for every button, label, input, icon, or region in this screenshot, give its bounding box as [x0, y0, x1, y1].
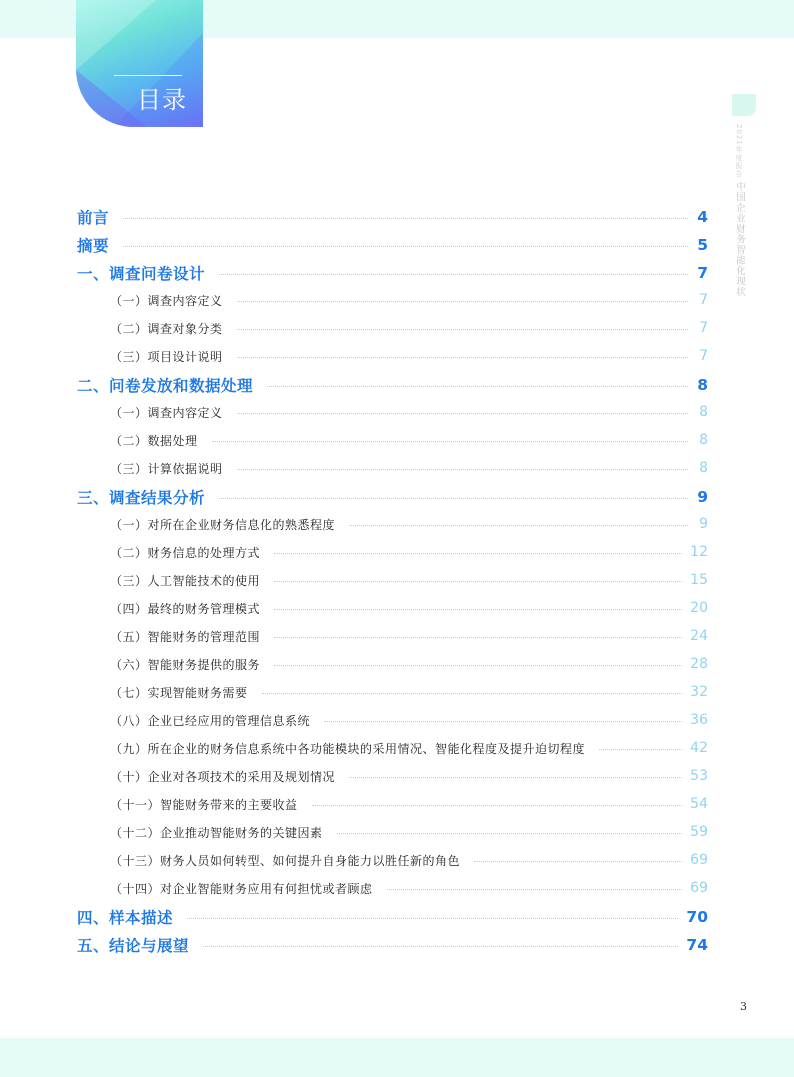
toc-entry-page: 12: [690, 544, 708, 560]
toc-entry-label: 五、结论与展望: [77, 937, 190, 955]
toc-entry-label: （十二）企业推动智能财务的关键因素: [110, 825, 323, 840]
toc-leader: [349, 777, 682, 778]
toc-leader: [123, 218, 688, 219]
toc-entry[interactable]: [77, 904, 708, 930]
toc-entry-page: 8: [699, 460, 708, 476]
toc-entry-label: 前言: [77, 209, 110, 227]
toc-leader: [237, 301, 688, 302]
toc-entry-label: （二）财务信息的处理方式: [110, 545, 261, 560]
side-caption-year: 2021年度报告: [735, 124, 743, 178]
toc-entry[interactable]: [110, 875, 708, 901]
bottom-band: [0, 1038, 794, 1077]
toc-leader: [267, 386, 688, 387]
side-tab: [732, 94, 756, 116]
toc-entry-page: 54: [690, 796, 708, 812]
toc-leader: [274, 637, 682, 638]
toc-entry[interactable]: [110, 595, 708, 621]
toc-entry-page: 53: [690, 768, 708, 784]
title-divider: [114, 75, 182, 76]
toc-entry-page: 7: [699, 348, 708, 364]
toc-entry-label: （三）项目设计说明: [110, 349, 223, 364]
toc-entry-page: 36: [690, 712, 708, 728]
toc-leader: [203, 946, 678, 947]
toc-leader: [274, 553, 682, 554]
toc-entry[interactable]: [110, 343, 708, 369]
toc-entry-label: （一）调查内容定义: [110, 405, 223, 420]
toc-entry-page: 7: [699, 320, 708, 336]
toc-entry[interactable]: [110, 315, 708, 341]
toc-leader: [324, 721, 682, 722]
page-title: 目录: [137, 86, 187, 114]
toc-entry[interactable]: [77, 932, 708, 958]
toc-entry-label: （三）计算依据说明: [110, 461, 223, 476]
toc-leader: [219, 274, 688, 275]
toc-entry-page: 9: [699, 516, 708, 532]
toc-entry-page: 8: [699, 404, 708, 420]
toc-entry-label: （十三）财务人员如何转型、如何提升自身能力以胜任新的角色: [110, 853, 461, 868]
toc-leader: [274, 665, 682, 666]
toc-entry[interactable]: [110, 819, 708, 845]
toc-entry[interactable]: [110, 455, 708, 481]
toc-entry-label: （三）人工智能技术的使用: [110, 573, 261, 588]
toc-entry[interactable]: [110, 651, 708, 677]
toc-entry[interactable]: [77, 372, 708, 398]
page-number: 3: [740, 1000, 747, 1013]
toc-entry[interactable]: [110, 679, 708, 705]
toc-entry-page: 4: [697, 208, 708, 226]
toc-entry-page: 42: [690, 740, 708, 756]
toc-entry-label: 一、调查问卷设计: [77, 265, 206, 283]
toc-leader: [599, 749, 682, 750]
toc-entry-label: （十一）智能财务带来的主要收益: [110, 797, 298, 812]
toc-entry[interactable]: [77, 260, 708, 286]
toc-entry-label: （一）调查内容定义: [110, 293, 223, 308]
toc-entry[interactable]: [110, 791, 708, 817]
toc-entry-page: 74: [686, 936, 708, 954]
side-caption-title: 中国企业财务智能化现状: [734, 181, 745, 298]
toc-entry-label: （六）智能财务提供的服务: [110, 657, 261, 672]
toc-entry-page: 9: [697, 488, 708, 506]
toc-entry-page: 8: [699, 432, 708, 448]
toc-leader: [237, 413, 688, 414]
toc-entry-label: 二、问卷发放和数据处理: [77, 377, 254, 395]
toc-leader: [387, 889, 683, 890]
toc-entry-label: 四、样本描述: [77, 909, 174, 927]
toc-entry-page: 69: [690, 852, 708, 868]
toc-entry-page: 20: [690, 600, 708, 616]
toc-entry[interactable]: [110, 763, 708, 789]
toc-entry[interactable]: [110, 567, 708, 593]
toc-entry-label: （一）对所在企业财务信息化的熟悉程度: [110, 517, 336, 532]
toc-entry[interactable]: [77, 484, 708, 510]
toc-entry-label: （十四）对企业智能财务应用有何担忧或者顾虑: [110, 881, 373, 896]
side-caption: [733, 124, 745, 297]
toc-entry-page: 7: [699, 292, 708, 308]
toc-entry-label: （二）调查对象分类: [110, 321, 223, 336]
toc-leader: [274, 609, 682, 610]
toc-entry[interactable]: [110, 511, 708, 537]
toc-entry-label: （八）企业已经应用的管理信息系统: [110, 713, 311, 728]
toc-entry[interactable]: [110, 399, 708, 425]
toc-entry[interactable]: [110, 539, 708, 565]
toc-entry-page: 15: [690, 572, 708, 588]
toc-leader: [212, 441, 688, 442]
toc-leader: [337, 833, 683, 834]
toc-entry-page: 8: [697, 376, 708, 394]
toc-entry-page: 7: [697, 264, 708, 282]
toc-entry-label: （七）实现智能财务需要: [110, 685, 248, 700]
toc-entry-page: 32: [690, 684, 708, 700]
toc-entry-label: （二）数据处理: [110, 433, 198, 448]
toc-entry-label: 摘要: [77, 237, 110, 255]
toc-entry[interactable]: [110, 707, 708, 733]
toc-entry-label: （十）企业对各项技术的采用及规划情况: [110, 769, 336, 784]
toc-leader: [262, 693, 683, 694]
toc-entry-page: 5: [697, 236, 708, 254]
toc-entry[interactable]: [110, 847, 708, 873]
toc-entry[interactable]: [77, 232, 708, 258]
toc-leader: [237, 329, 688, 330]
toc-leader: [349, 525, 688, 526]
toc-entry[interactable]: [110, 735, 708, 761]
toc-leader: [474, 861, 682, 862]
toc-entry-page: 70: [686, 908, 708, 926]
toc-entry-label: 三、调查结果分析: [77, 489, 206, 507]
toc-leader: [219, 498, 688, 499]
toc-entry[interactable]: [110, 287, 708, 313]
toc-entry[interactable]: [110, 623, 708, 649]
toc-leader: [274, 581, 682, 582]
toc-leader: [187, 918, 678, 919]
toc-leader: [237, 469, 688, 470]
toc-entry[interactable]: [110, 427, 708, 453]
toc-entry-label: （四）最终的财务管理模式: [110, 601, 261, 616]
toc-entry-page: 69: [690, 880, 708, 896]
toc-entry-label: （九）所在企业的财务信息系统中各功能模块的采用情况、智能化程度及提升迫切程度: [110, 741, 586, 756]
toc-leader: [237, 357, 688, 358]
toc-entry-label: （五）智能财务的管理范围: [110, 629, 261, 644]
toc-entry-page: 28: [690, 656, 708, 672]
toc-entry-page: 24: [690, 628, 708, 644]
toc-entry-page: 59: [690, 824, 708, 840]
toc-leader: [123, 246, 688, 247]
toc-entry[interactable]: [77, 204, 708, 230]
toc-leader: [312, 805, 683, 806]
